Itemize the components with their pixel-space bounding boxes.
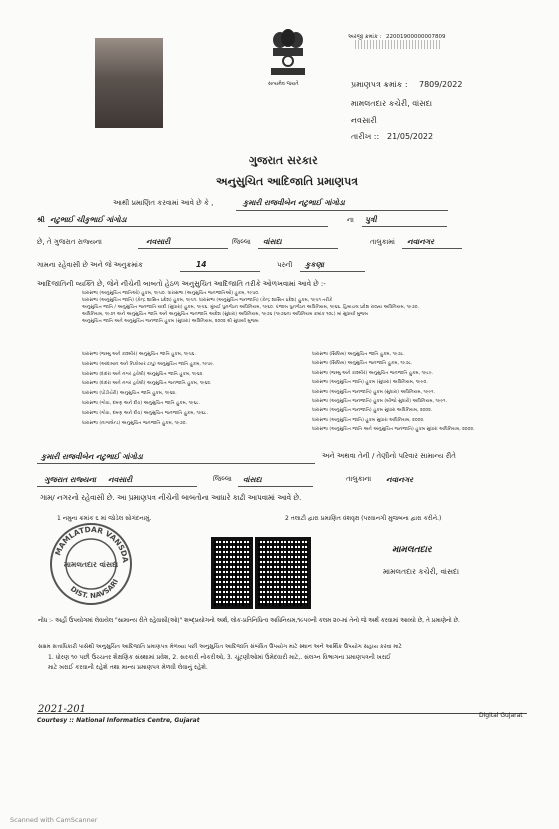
office-name: મામલતદાર કચેરી, વાંસદા — [351, 99, 433, 108]
bottom-paragraph-1: સક્ષમ સત્તાધિકારી પાસેથી અનુસુચિત આદિજાતિ પ્રમાણપત્ર મેળવ્યા પછી અનુસુચિત આદિજાતિ સંબંધિત ઉપયોગ માટે સ્થાન અને આર્થિક ઉપયોગ સહાય કરવા માટે — [38, 644, 402, 650]
bottom-paragraph-3: માટે ખરાઈ કરવાની રહેશે તથા માન્ય પ્રમાણપત્ર મેળવી લેવાનું રહેશે. — [48, 664, 208, 671]
issue-date-label: તારીખ :: — [351, 132, 380, 141]
district-value: નવસારી — [146, 237, 171, 246]
jillo-label: જિલ્લા — [232, 238, 251, 246]
serial-entry-number: 14 — [196, 260, 207, 269]
order-item: ધારાસભા (સિક્કિમ) અનુસુચિત જાતિ હુકમ, ૧૯૭૮. — [312, 352, 405, 357]
stamp-inner-text: મામલતદાર વાંસદા — [63, 560, 119, 569]
scanner-watermark: Scanned with CamScanner — [10, 816, 98, 824]
serial-number: 22001900000007809 — [386, 34, 446, 40]
schedule-line: અનુસુચિત જાતિ અને અનુસુચિત જનજાતિ હુકમ (સુધારા) અધિનિયમ, ૨૦૦૨ થી સુધાર્યા મુજબ — [82, 319, 259, 324]
jillo-value: વાંસદા — [263, 237, 282, 246]
signature-title: મામલતદાર — [392, 545, 432, 555]
taluka2-label: તાલુકાના — [346, 475, 372, 483]
schedule-line: ધારાસભા (અનુસુચિત જાતિ) (કેન્દ્ર શાસિત પ્રદેશ) હુકમ, ૧૯૫૧. ધારાસભા (અનુસુચિત જનજાતિ) (કેન્દ્ર શાસિત પ્રદેશ) હુકમ, ૧૯૫૧ તરીકે — [82, 298, 333, 303]
stamp-outer-text: MAMLATDAR VANSDA — [53, 524, 131, 564]
father-name: નટુભાઈ ચીકુભાઈ ગાંગોડા — [50, 215, 127, 224]
order-item: ધારાસભા (સિક્કિમ) અનુસુચિત જનજાતિ હુકમ, ૧૯૭૮. — [312, 361, 413, 367]
district2-value: નવસારી — [108, 475, 133, 484]
order-item: ધારાસભા (ગોવા, દમણ અને દીવ) અનુસુચિત જનજાતિ હુકમ, ૧૯૬૮. — [82, 410, 208, 416]
certificate-number: 7809/2022 — [419, 80, 463, 89]
schedule-line: અનુસુચિત જાતિ / અનુસુચિત જનજાતિ યાદી (સુધારા) હુકમ, ૧૯૫૬. મુંબઈ પુનર્ગઠન અધિનિયમ, ૧૯૬૦. પંજાબ પુનર્ગઠન અધિનિયમ, ૧૯૬૬. હિમાચલ પ્રદેશ રાજ્ય અધિનિયમ, ૧૯૭૦. — [82, 305, 419, 310]
serial-label: અરજી ક્રમાંક : — [348, 34, 382, 40]
jillo2-label: જિલ્લા — [213, 475, 232, 483]
relation-value: પુત્રી — [365, 215, 377, 224]
schedule-block — [82, 290, 419, 325]
mamlatdar-stamp — [49, 522, 133, 606]
svg-text:MAMLATDAR VANSDA — [53, 525, 130, 563]
relation-label: ના — [347, 216, 354, 224]
resides-text: અને અથવા તેની / તેણીનો પરિવાર સામાન્ય રીતે — [322, 452, 456, 460]
right-orders-list — [312, 350, 475, 435]
schedule-line: ધારાસભા (અનુસુચિત જાતિઓ) હુકમ, ૧૯૫૦. ધારાસભા (અનુસુચિત જનજાતિઓ) હુકમ, ૧૯૫૦. — [82, 291, 260, 296]
district-name: નવસારી — [351, 116, 377, 125]
signature-office: મામલતદાર કચેરી, વાંસદા — [383, 567, 460, 576]
certificate-number-label: પ્રમાણપત્ર ક્રમાંક : — [351, 80, 408, 89]
bottom-paragraph-2: 1. ધોરણ ૧૦ પછી ઉચ્ચતર શૈક્ષણિક સંસ્થામાં પ્રવેશ, 2. સરકારી નોકરીઓ, 3. ચૂંટણીઓમાં ઉમેદવારી માટે,. સંલગ્ન વિભાગના પ્રમાણપત્રની ખરાઈ — [48, 654, 391, 661]
order-item: ધારાસભા (ગોવા, દમણ અને દીવ) અનુસુચિત જાતિ હુકમ, ૧૯૬૮. — [82, 400, 201, 406]
order-item: ધારાસભા (જમ્મુ અને કાશ્મીર) અનુસુચિત જનજાતિ હુકમ, ૧૯૮૯. — [312, 370, 434, 376]
courtesy-text: Courtesy :: National Informatics Centre, Gujarat — [37, 717, 200, 724]
issue-date: 21/05/2022 — [387, 132, 434, 141]
footnote: નોંધ :- અહીં ઉપયોગમાં લેવાયેલ "સામાન્ય રીતે રહેવાસી(ઓ)" શબ્દ્પ્રયોગનો અર્થ, લોક-પ્રતિનિધિત્વ અધિનિયમ,૧૯૫૦ની કલમ ૨૦-માં તેનો જે અર્થ કરવામાં આવ્યો છે, તે પ્રમાણેનો છે. — [38, 618, 460, 624]
digital-gujarat: Digital Gujarat — [479, 712, 523, 719]
state-label: છે, તે ગુજરાત રાજ્યના — [37, 238, 102, 246]
jillo2-value: વાંસદા — [243, 475, 262, 484]
order-item: ધારાસભા (અનુસુચિત જાતિ) હુકમ સુધારા અધિનિયમ, ૨૦૦૨. — [312, 417, 425, 423]
note-affidavit: 1 નમુના ક્રમાંક ૬ માં જોડેલ સોગંદનામું. — [57, 515, 152, 522]
name-field: કુમારી રાજવીબેન નટુભાઈ ગાંગોડા — [243, 198, 345, 207]
order-item: ધારાસભા (અનુસુચિત જનજાતિ) હુકમ (બીજો સુધારો) અધિનિયમ, ૧૯૯૧. — [312, 399, 447, 405]
order-item: ધારાસભા (અનુસુચિત જનજાતિ) હુકમ સુધારા અધિનિયમ, ૨૦૦૨. — [312, 408, 433, 414]
order-item: ધારાસભા (આંદામાન અને નિકોબાર ટાપુ) અનુસુચિત જાતિ હુકમ, ૧૯૫૯. — [82, 361, 215, 367]
order-item: ધારાસભા (પોંડીચેરી) અનુસુચિત જાતિ હુકમ, ૧૯૬૪. — [82, 391, 177, 397]
order-item: ધારાસભા (દાદરા અને નગર હવેલી) અનુસુચિત જાતિ હુકમ, ૧૯૬૨. — [82, 371, 204, 377]
schedule-line: અધિનિયમ, ૧૯૭૧ અને અનુસુચિત જાતિ અને અનુસુચિત જનજાતિ આદેશ (સુધારા) અધિનિયમ, ૧૯૭૬ (૧૯૭૬ના અધિનિયમ ક્રમાંક ૧૦૮) માં સુધાર્યા મુજબ — [82, 312, 369, 317]
order-item: ધારાસભા (દાદરા અને નગર હવેલી) અનુસુચિત જનજાતિ હુકમ, ૧૯૬૨. — [82, 381, 212, 387]
emblem-motto: સત્યમેવ જયતે — [268, 81, 299, 87]
state2-label: ગુજરાત રાજ્યના — [44, 475, 96, 484]
qr-code-secondary — [255, 537, 311, 609]
barcode — [355, 40, 440, 49]
order-item: ધારાસભા (અનુસુચિત જનજાતિ) હુકમ (સુધારા) અધિનિયમ, ૧૯૯૧. — [312, 389, 435, 395]
order-item: ધારાસભા (જમ્મુ અને કાશ્મીર) અનુસુચિત જાતિ હુકમ, ૧૯૫૬. — [82, 352, 196, 357]
emblem-icon — [263, 28, 313, 80]
order-item: ધારાસભા (અનુસુચિત જાતિ) હુકમ (સુધારા) અધિનિયમ, ૧૯૯૦. — [312, 380, 428, 386]
taluka2-value: નવાનગર — [386, 475, 414, 484]
stamp-bottom-text: DIST. NAVSARI — [68, 577, 120, 601]
person-name: કુમારી રાજવીબેન નટુભાઈ ગાંગોડા — [41, 452, 143, 461]
gam-line: ગામ/ નગરનો રહેવાસી છે. આ પ્રમાણપત્ર નીચેની બાબતોના આધારે કાઢી આપવામાં આવે છે. — [40, 493, 302, 502]
certificate-title: અનુસુચિત આદિજાતિ પ્રમાણપત્ર — [216, 175, 359, 188]
qr-code — [211, 537, 253, 609]
left-orders-list — [82, 350, 214, 428]
gov-title: ગુજરાત સરકાર — [249, 154, 318, 167]
note-family-tree: 2 તલાટી દ્વારા પ્રમાણિત વંશવૃક્ષ (પરવાનગી મુજબના દ્વારા કરીને.) — [285, 515, 442, 522]
applicant-photo — [95, 38, 163, 128]
order-item: ધારાસભા (અનુસુચિત જાતિ અને અનુસુચિત જનજાતિ) હુકમ સુધારા અધિનિયમ, ૨૦૦૨. — [312, 427, 475, 433]
taluka-value: નવાનગર — [407, 237, 435, 246]
father-prefix: શ્રી — [37, 216, 45, 224]
certify-text: આથી પ્રમાણિત કરવામાં આવે છે કે , — [113, 199, 214, 207]
order-item: ધારાસભા (નાગાલેન્ડ) અનુસુચિત જનજાતિ હુકમ, ૧૯૭૦. — [82, 420, 187, 426]
intro-line: આદિજાતિની વ્યક્તિ છે, જેને નીચેની બાબતો હેઠળ અનુસુચિત આદિજાતિ તરીકે ઓળખવામાં આવે છે :- — [37, 280, 326, 288]
caste-value: કુકણા — [305, 260, 324, 269]
taluka-label: તાલુકામાં — [370, 238, 395, 246]
pari-label: પરની — [277, 261, 293, 269]
handwritten-note: 2021-201 — [38, 704, 86, 715]
village-text: ગામના રહેવાસી છે અને જે અનુક્રમાંક — [37, 261, 143, 269]
